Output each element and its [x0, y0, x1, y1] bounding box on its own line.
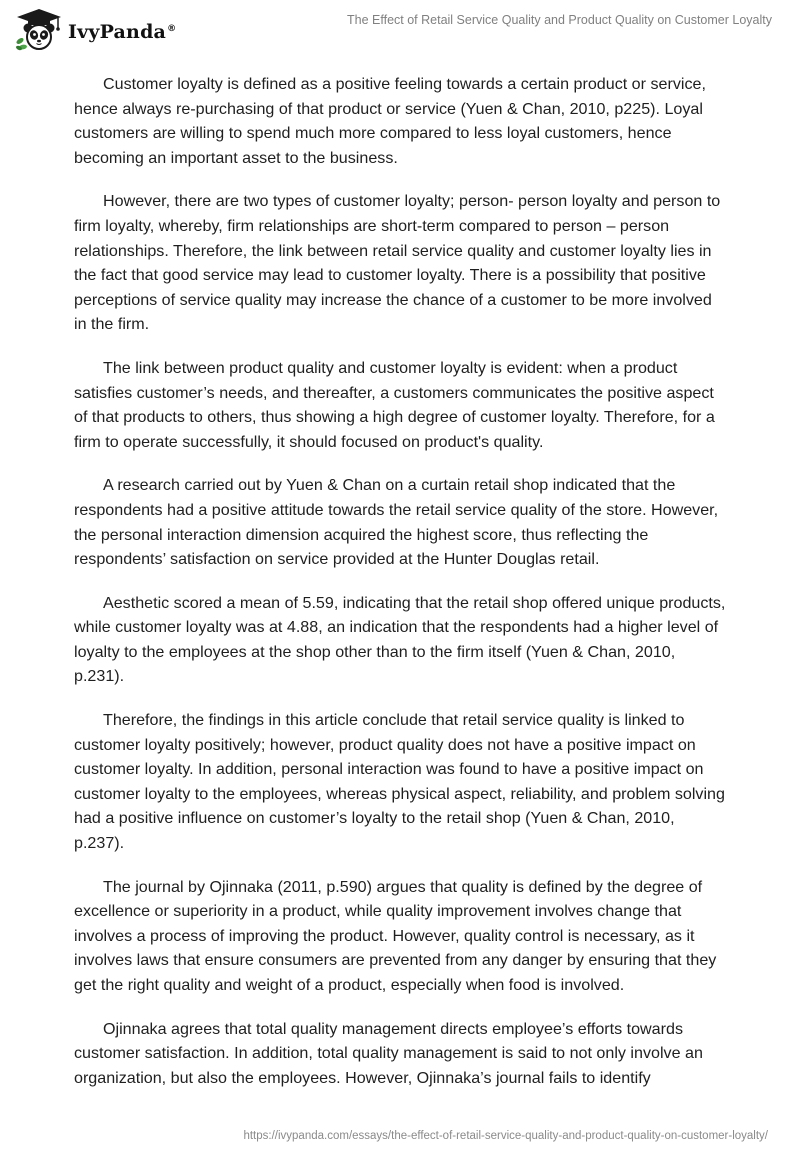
paragraph: Customer loyalty is defined as a positive feeling towards a certain product or service, hence always re-purchasing of that product or service (Yuen & Chan, 2010, p225). Loyal customers are willing to spend much more compared to less loyal customers, hence becoming an important asset to the business. — [74, 75, 706, 167]
paragraph: Ojinnaka agrees that total quality management directs employee’s efforts towards customer satisfaction. In addition, total quality management is said to not only involve an organization, but also the employees. However, Ojinnaka’s journal fails to identify — [74, 1019, 703, 1087]
logo[interactable] — [14, 8, 176, 52]
paragraph: The journal by Ojinnaka (2011, p.590) argues that quality is defined by the degree of excellence or superiority in a product, while quality improvement involves change that involves a process of improving the product. However, quality control is necessary, as it involves laws that ensure consumers are prevented from any danger by ensuring that they get the right quality and weight of a product, especially when food is involved. — [74, 877, 717, 994]
brand-name: IvyPanda® — [68, 21, 177, 43]
paragraph: However, there are two types of customer loyalty; person- person loyalty and person to firm loyalty, whereby, firm relationships are short-term compared to person – person relationships. Therefore, the link between retail service quality and customer loyalty lies in the fact that good service may lead to customer loyalty. There is a possibility that positive perceptions of service quality may increase the chance of a customer to be more involved in the firm. — [74, 192, 721, 334]
panda-graduation-cap-icon — [14, 8, 64, 52]
paragraph: Therefore, the findings in this article conclude that retail service quality is linked to customer loyalty positively; however, product quality does not have a positive impact on customer loyalty. In addition, personal interaction was found to have a positive impact on customer loyalty to the employees, whereas physical aspect, reliability, and problem solving had a positive influence on customer’s loyalty to the retail shop (Yuen & Chan, 2010, p.237). — [74, 711, 725, 853]
paragraph: Aesthetic scored a mean of 5.59, indicating that the retail shop offered unique products, while customer loyalty was at 4.88, an indication that the respondents had a higher level of loyalty to the employees at the shop other than to the firm itself (Yuen & Chan, 2010, p.231). — [74, 593, 726, 686]
paragraph: The link between product quality and customer loyalty is evident: when a product satisfies customer’s needs, and thereafter, a customers communicates the positive aspect of that products to others, thus showing a high degree of customer loyalty. Therefore, for a firm to operate successfully, it should focused on product's quality. — [74, 358, 715, 451]
page-header — [0, 0, 800, 60]
registered-mark: ® — [167, 23, 177, 34]
paragraph: A research carried out by Yuen & Chan on a curtain retail shop indicated that the respondents had a positive attitude towards the retail service quality of the store. However, the personal interaction dimension acquired the highest score, thus reflecting the respondents’ satisfaction on service provided at the Hunter Douglas retail. — [74, 476, 719, 569]
essay-body — [74, 72, 726, 1109]
source-url[interactable]: https://ivypanda.com/essays/the-effect-of-retail-service-quality-and-product-quality-on-customer-loyalty/ — [243, 1130, 768, 1142]
document-title: The Effect of Retail Service Quality and Product Quality on Customer Loyalty — [347, 13, 772, 27]
